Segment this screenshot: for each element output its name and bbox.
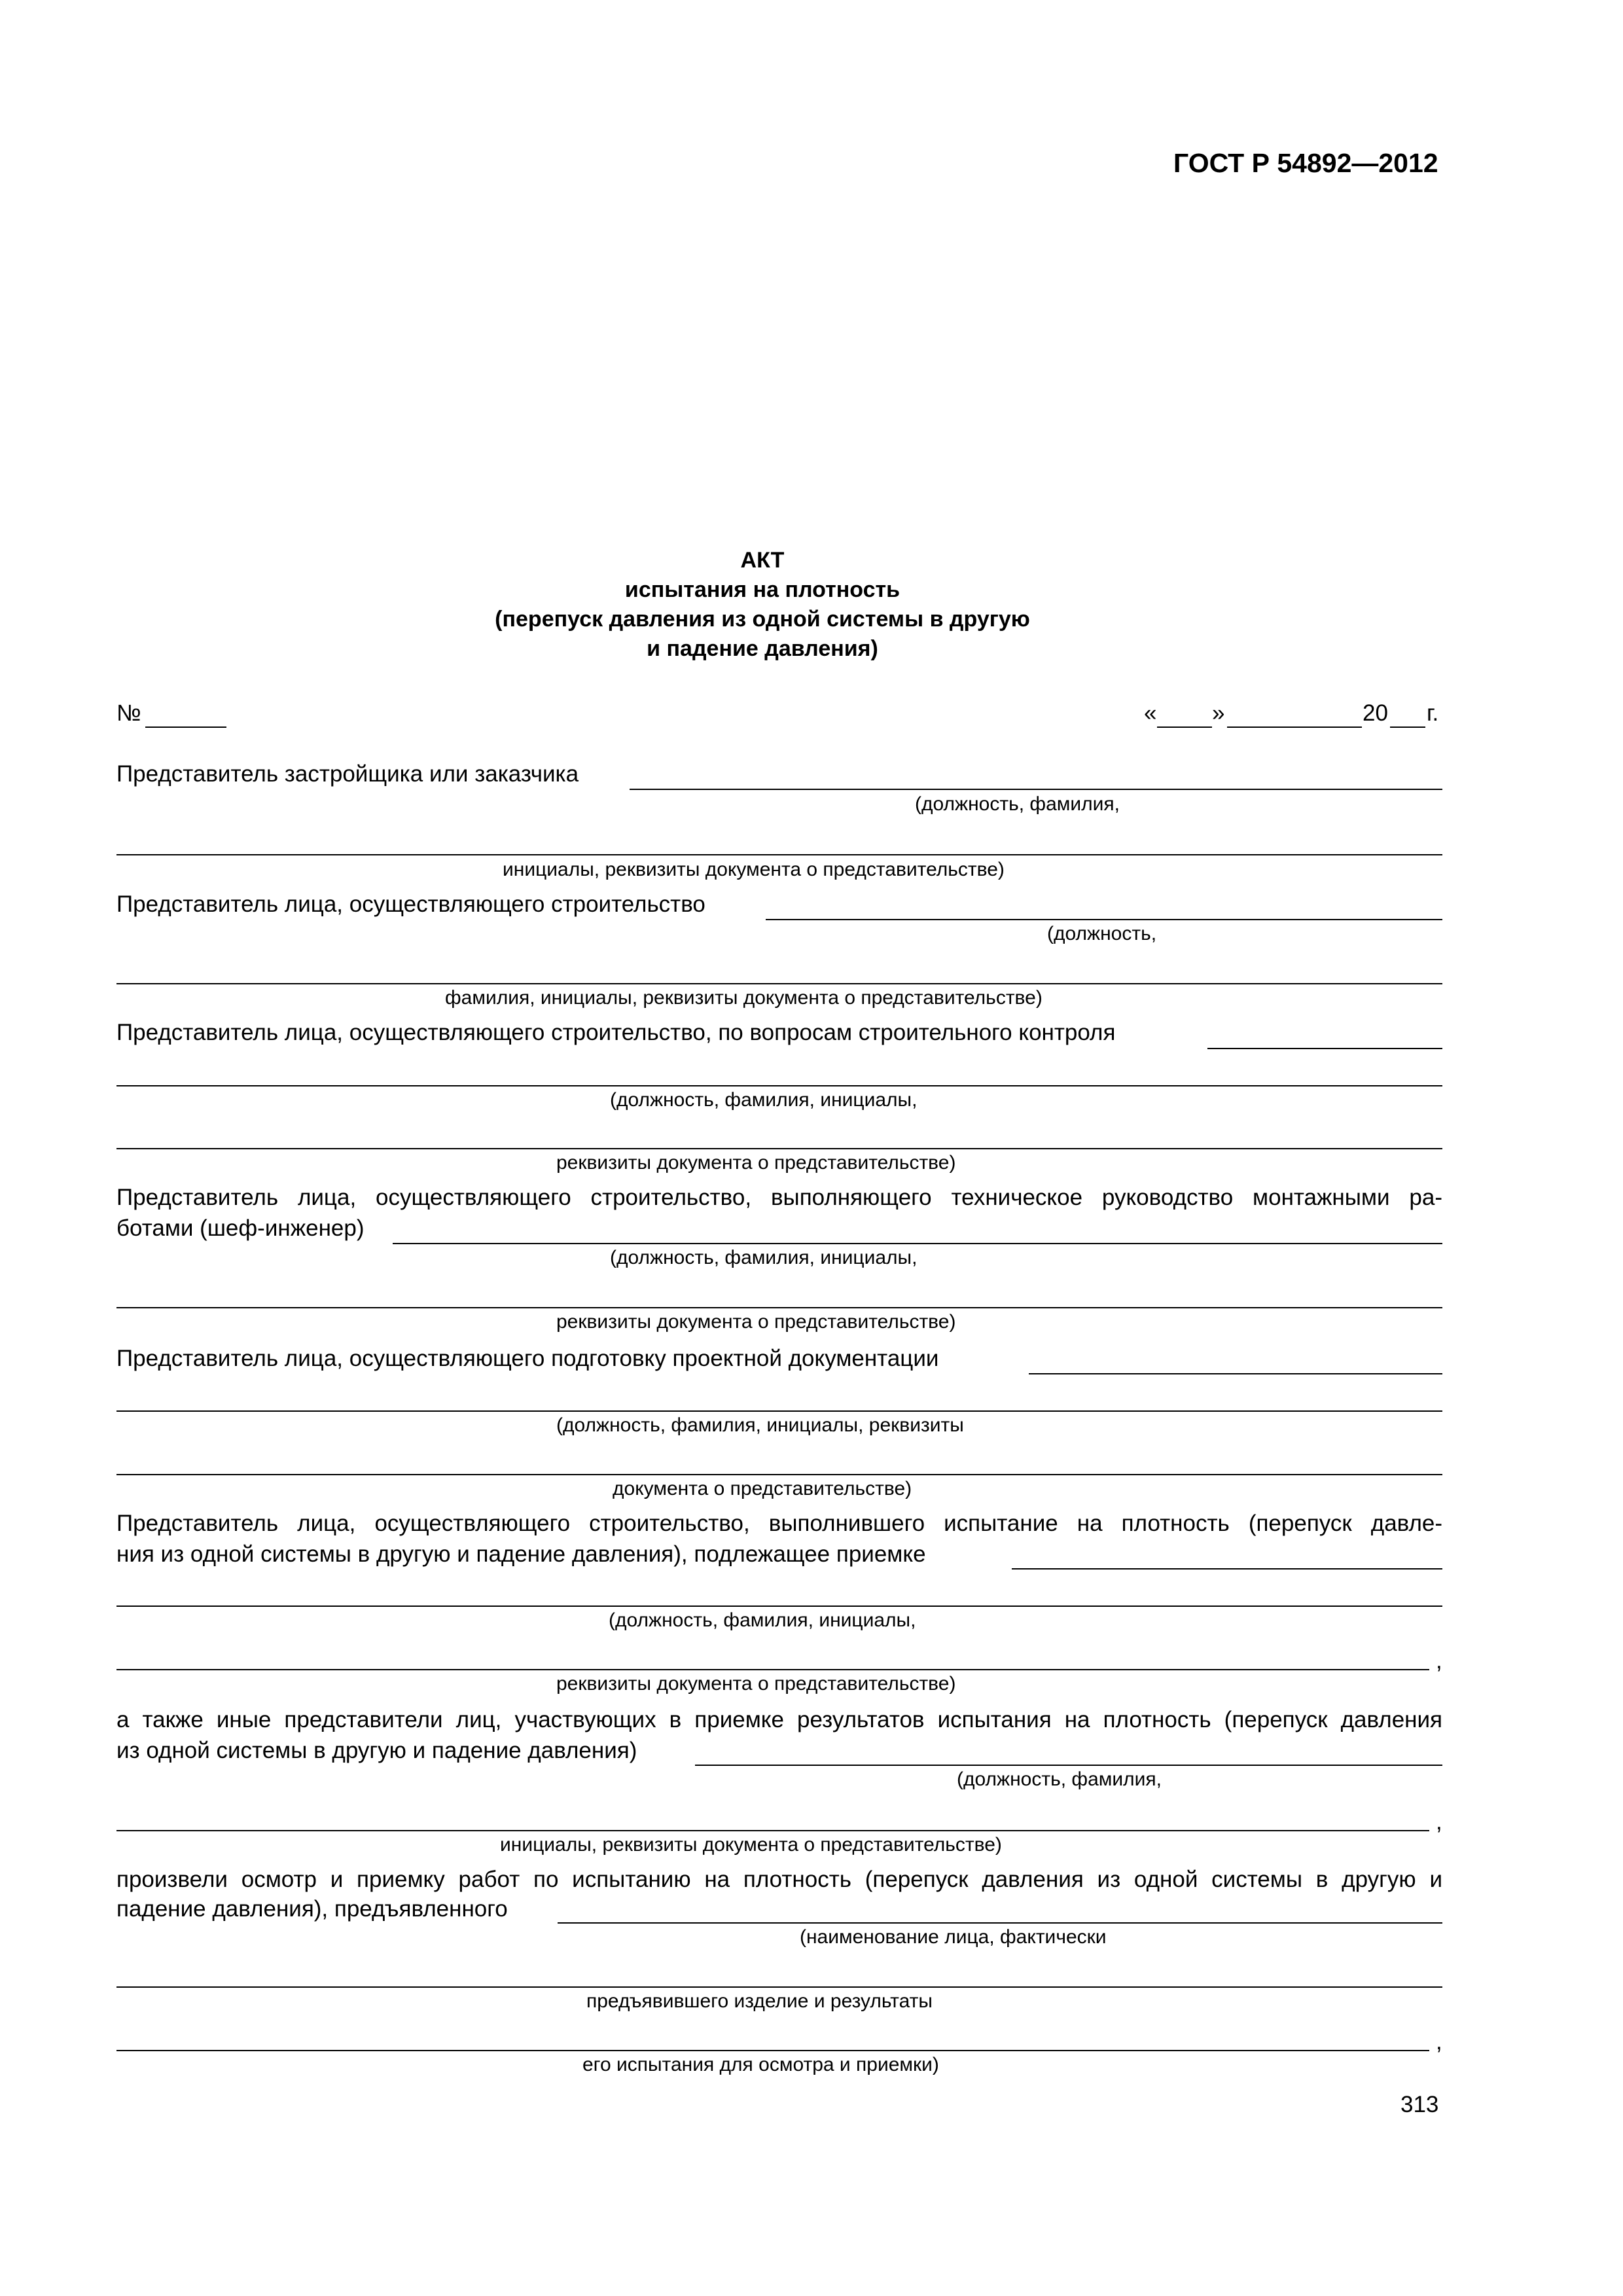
developer-field-2[interactable] [116,854,1442,855]
chief-engineer-field-2[interactable] [116,1307,1442,1308]
developer-caption-1: (должность, фамилия, [915,793,1120,815]
builder-control-caption-1: (должность, фамилия, инициалы, [610,1089,918,1111]
others-label-line1: а также иные представители лиц, участвующих в приемке результатов испытания на плотность (перепуск давления [116,1707,1442,1732]
date-year-field[interactable] [1390,726,1425,728]
designer-field-3[interactable] [116,1474,1442,1475]
tester-caption-1: (должность, фамилия, инициалы, [609,1609,916,1631]
inspection-label-line2: падение давления), предъявленного [116,1896,508,1922]
builder-control-field-3[interactable] [116,1148,1442,1149]
others-comma: , [1436,1809,1442,1835]
builder-field[interactable] [766,919,1442,920]
others-field[interactable] [695,1765,1442,1766]
act-subtitle-line2: (перепуск давления из одной системы в другую [495,607,1030,632]
others-caption-2: инициалы, реквизиты документа о представительстве) [500,1834,1002,1856]
chief-engineer-label-line1: Представитель лица, осуществляющего строительство, выполняющего техническое руководство монтажными ра- [116,1185,1442,1210]
chief-engineer-field[interactable] [393,1243,1442,1244]
date-quote-close: » [1212,700,1225,726]
builder-control-field[interactable] [1207,1048,1442,1049]
builder-control-field-2[interactable] [116,1085,1442,1086]
tester-caption-2: реквизиты документа о представительстве) [556,1673,956,1695]
tester-field-3[interactable] [116,1669,1429,1670]
standard-code: ГОСТ Р 54892—2012 [1173,148,1438,178]
developer-label: Представитель застройщика или заказчика [116,761,579,787]
others-field-2[interactable] [116,1830,1429,1831]
tester-field-2[interactable] [116,1605,1442,1607]
act-subtitle-line3: и падение давления) [647,636,878,661]
builder-control-label: Представитель лица, осуществляющего строительство, по вопросам строительного контроля [116,1020,1116,1045]
designer-field[interactable] [1029,1373,1442,1374]
designer-caption-2: документа о представительстве) [613,1478,912,1499]
inspection-caption-2: предъявившего изделие и результаты [586,1990,933,2012]
chief-engineer-caption-2: реквизиты документа о представительстве) [556,1311,956,1333]
builder-caption-1: (должность, [1047,923,1157,944]
page-number: 313 [1400,2092,1439,2117]
act-subtitle-line1: испытания на плотность [624,577,901,602]
date-year-suffix: г. [1427,700,1439,726]
inspection-comma: , [1436,2029,1442,2054]
designer-caption-1: (должность, фамилия, инициалы, реквизиты [556,1414,964,1436]
inspection-field-2[interactable] [116,1986,1442,1988]
chief-engineer-label-line2: ботами (шеф-инженер) [116,1215,365,1241]
tester-label-line1: Представитель лица, осуществляющего строительство, выполнившего испытание на плотность (перепуск давле- [116,1511,1442,1536]
date-quote-open: « [1144,700,1157,726]
designer-field-2[interactable] [116,1410,1442,1412]
developer-caption-2: инициалы, реквизиты документа о представительстве) [503,859,1005,880]
inspection-label-line1: произвели осмотр и приемку работ по испытанию на плотность (перепуск давления из одной системы в другую и [116,1867,1442,1892]
others-label-line2: из одной системы в другую и падение давления) [116,1738,637,1763]
builder-control-caption-2: реквизиты документа о представительстве) [556,1152,956,1174]
builder-caption-2: фамилия, инициалы, реквизиты документа о представительстве) [445,987,1043,1009]
number-field[interactable] [145,726,226,728]
designer-label: Представитель лица, осуществляющего подготовку проектной документации [116,1346,939,1371]
date-year-prefix: 20 [1363,700,1388,726]
builder-label: Представитель лица, осуществляющего строительство [116,891,705,917]
others-caption-1: (должность, фамилия, [957,1768,1162,1790]
developer-field[interactable] [630,789,1442,790]
tester-label-line2: ния из одной системы в другую и падение давления), подлежащее приемке [116,1541,926,1567]
tester-comma: , [1436,1648,1442,1674]
tester-field[interactable] [1012,1568,1442,1570]
date-day-field[interactable] [1157,726,1212,728]
inspection-field-3[interactable] [116,2050,1429,2051]
inspection-caption-1: (наименование лица, фактически [800,1926,1107,1948]
builder-field-2[interactable] [116,983,1442,984]
number-label: № [116,700,141,726]
inspection-caption-3: его испытания для осмотра и приемки) [582,2054,939,2075]
chief-engineer-caption-1: (должность, фамилия, инициалы, [610,1247,918,1268]
date-month-field[interactable] [1227,726,1362,728]
act-title: АКТ [740,548,785,573]
inspection-field[interactable] [558,1922,1442,1924]
